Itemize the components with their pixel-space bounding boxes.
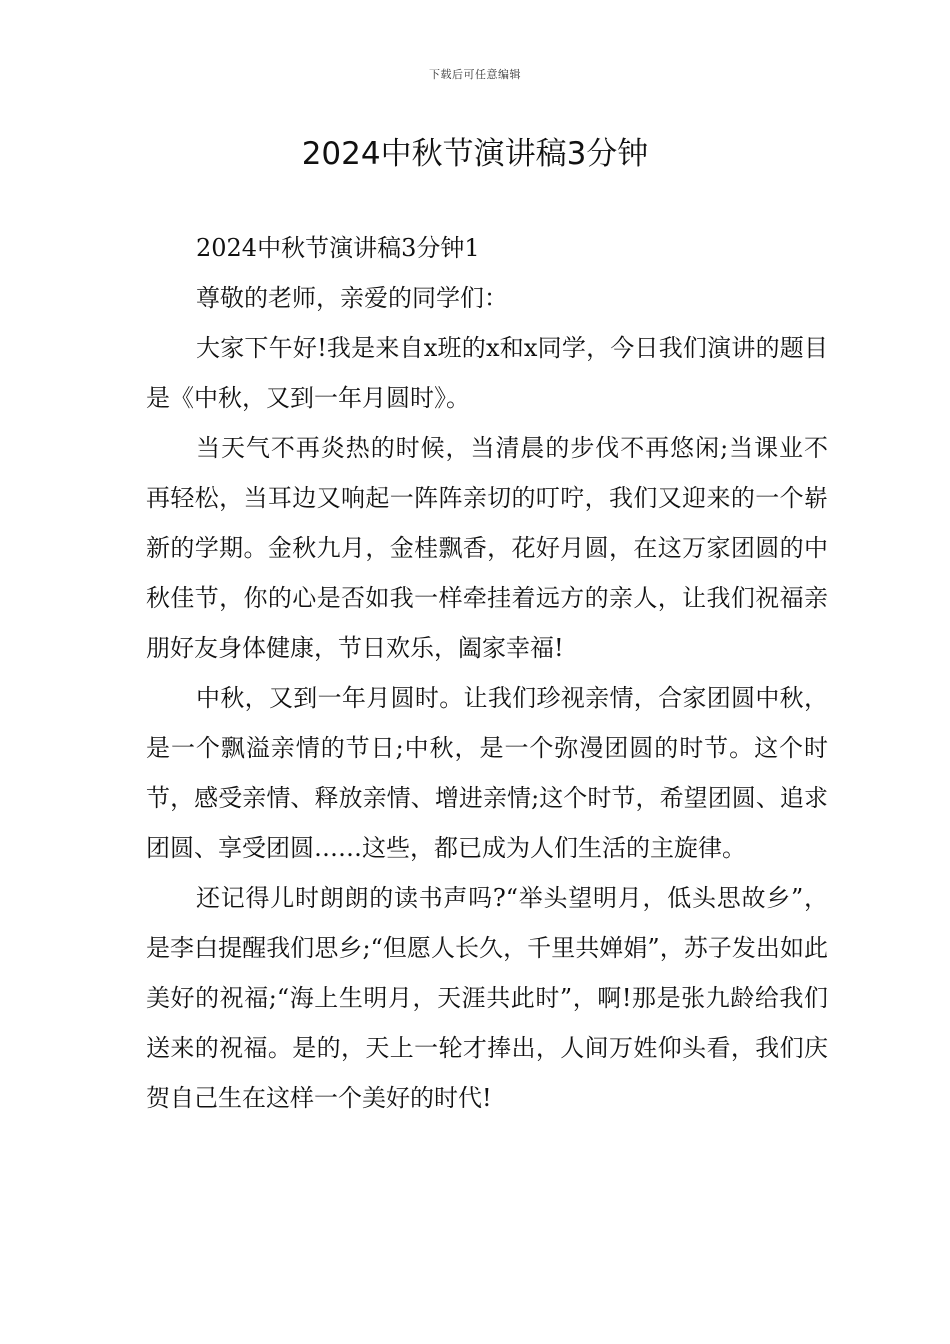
paragraph-greeting: 尊敬的老师，亲爱的同学们： [196,284,508,312]
document-body [146,223,828,1123]
paragraph-subtitle: 2024中秋节演讲稿3分钟1 [196,234,480,262]
paragraph-new-semester: 当天气不再炎热的时候，当清晨的步伐不再悠闲;当课业不再轻松，当耳边又响起一阵阵亲切的叮咛，我们又迎来的一个崭新的学期。金秋九月，金桂飘香，花好月圆，在这万家团圆的中秋佳节，你的心是否如我一样牵挂着远方的亲人，让我们祝福亲朋好友身体健康，节日欢乐，阖家幸福! [146,434,828,662]
document-title: 2024中秋节演讲稿3分钟 [301,136,649,172]
paragraph-family-reunion: 中秋，又到一年月圆时。让我们珍视亲情，合家团圆中秋，是一个飘溢亲情的节日;中秋，是一个弥漫团圆的时节。这个时节，感受亲情、释放亲情、增进亲情;这个时节，希望团圆、追求团圆、享受团圆……这些，都已成为人们生活的主旋律。 [146,684,828,862]
paragraph-introduction: 大家下午好!我是来自x班的x和x同学，今日我们演讲的题目是《中秋，又到一年月圆时》。 [146,334,828,412]
header-note: 下载后可任意编辑 [429,68,521,81]
paragraph-poems: 还记得儿时朗朗的读书声吗?“举头望明月，低头思故乡”，是李白提醒我们思乡;“但愿人长久，千里共婵娟”，苏子发出如此美好的祝福;“海上生明月，天涯共此时”，啊!那是张九龄给我们送来的祝福。是的，天上一轮才捧出，人间万姓仰头看，我们庆贺自己生在这样一个美好的时代! [146,884,828,1112]
